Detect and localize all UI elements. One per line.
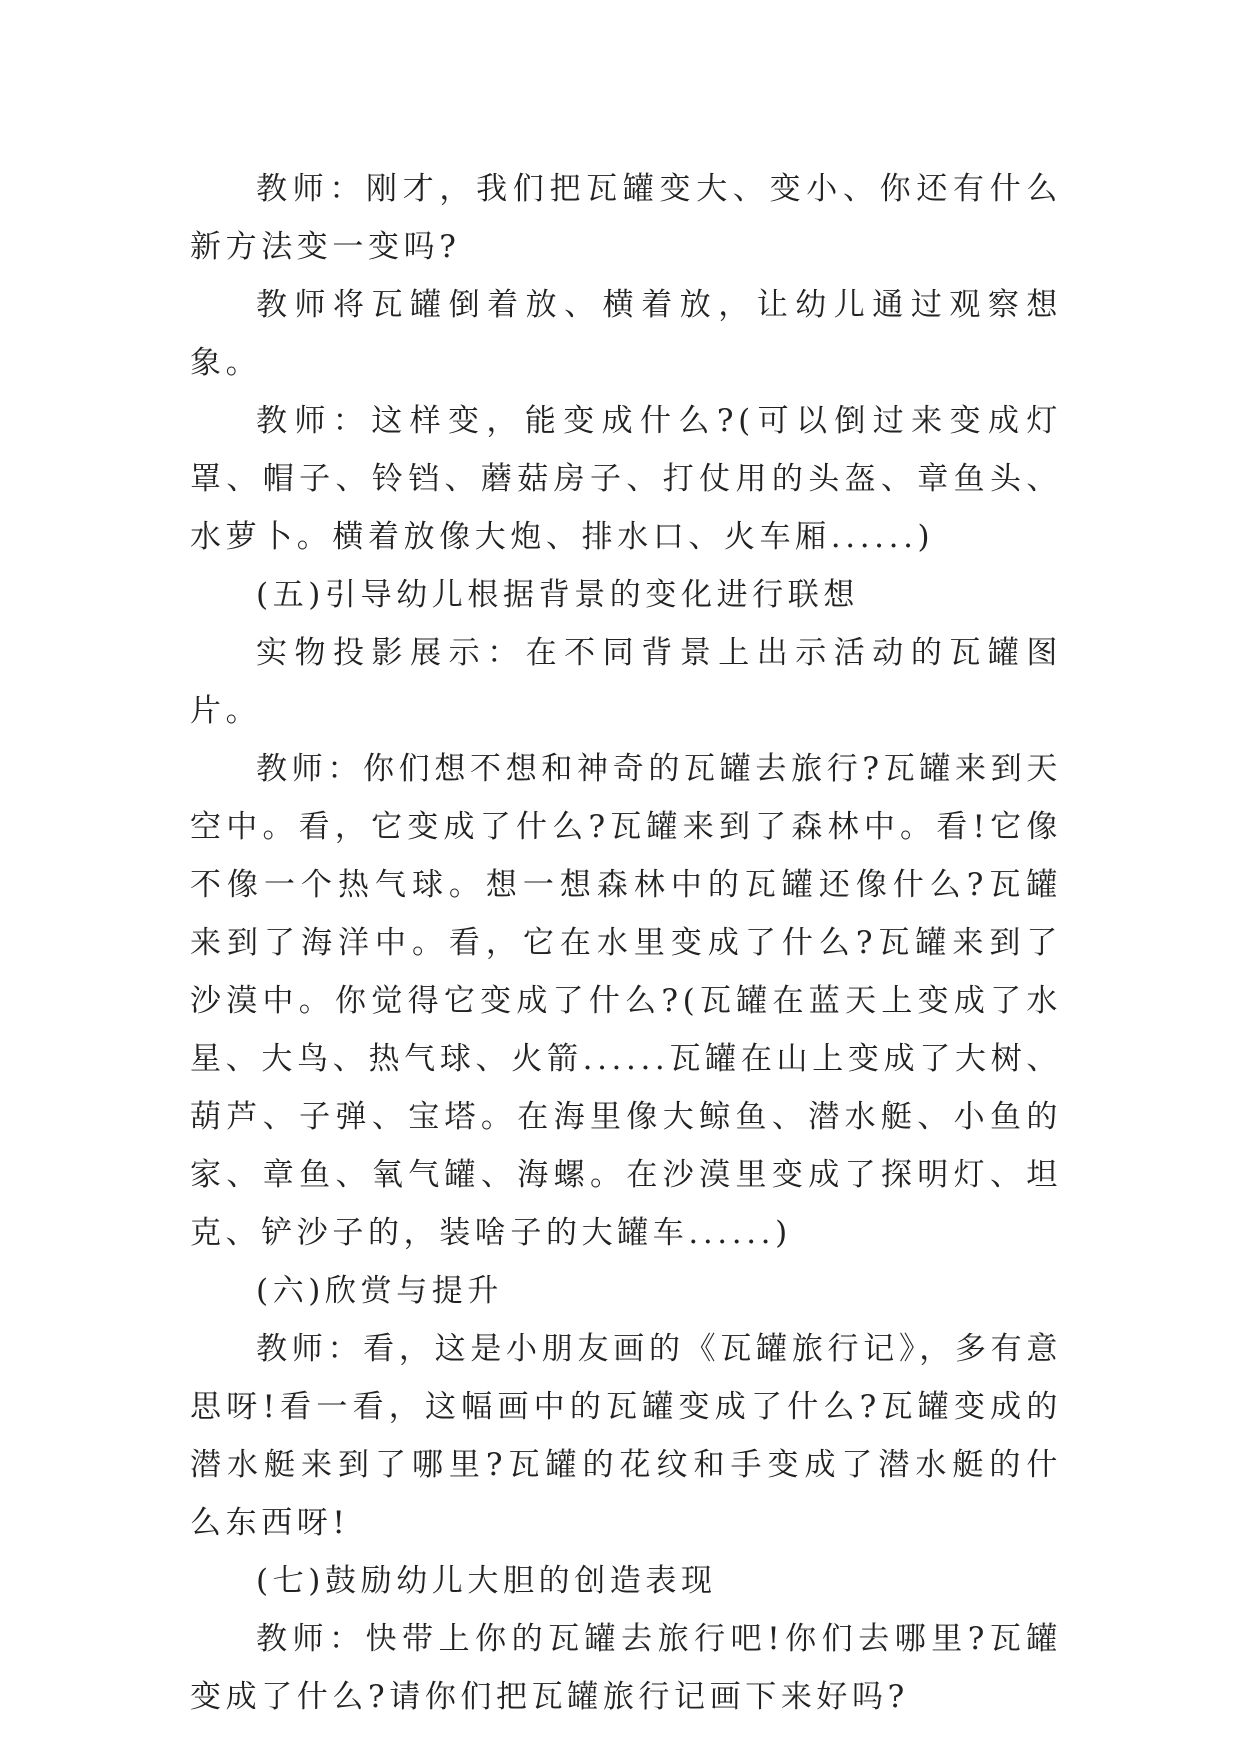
paragraph-draw-travel-record: 教师：快带上你的瓦罐去旅行吧!你们去哪里?瓦罐变成了什么?请你们把瓦罐旅行记画下来好吗? xyxy=(190,1621,1062,1715)
paragraph-jar-travel-story: 教师：你们想不想和神奇的瓦罐去旅行?瓦罐来到天空中。看，它变成了什么?瓦罐来到了森林中。看!它像不像一个热气球。想一想森林中的瓦罐还像什么?瓦罐来到了海洋中。看，它在水里变成了什么?瓦罐来到了沙漠中。你觉得它变成了什么?(瓦罐在蓝天上变成了水星、大鸟、热气球、火箭......瓦罐在山上变成了大树、葫芦、子弹、宝塔。在海里像大鲸鱼、潜水艇、小鱼的家、章鱼、氧气罐、海螺。在沙漠里变成了探明灯、坦克、铲沙子的，装啥子的大罐车......) xyxy=(190,751,1062,1251)
section-heading-seven: (七)鼓励幼儿大胆的创造表现 xyxy=(256,1563,717,1599)
paragraph-teacher-rotates-jar: 教师将瓦罐倒着放、横着放，让幼儿通过观察想象。 xyxy=(190,287,1062,381)
section-heading-five: (五)引导幼儿根据背景的变化进行联想 xyxy=(256,577,859,613)
paragraph-appreciate-drawing: 教师：看，这是小朋友画的《瓦罐旅行记》，多有意思呀!看一看，这幅画中的瓦罐变成了什么?瓦罐变成的潜水艇来到了哪里?瓦罐的花纹和手变成了潜水艇的什么东西呀! xyxy=(190,1331,1062,1541)
paragraph-teacher-question-new-method: 教师：刚才，我们把瓦罐变大、变小、你还有什么新方法变一变吗? xyxy=(190,171,1062,265)
paragraph-what-can-it-become: 教师：这样变，能变成什么?(可以倒过来变成灯罩、帽子、铃铛、蘑菇房子、打仗用的头盔、章鱼头、水萝卜。横着放像大炮、排水口、火车厢......) xyxy=(190,403,1062,555)
section-heading-six: (六)欣赏与提升 xyxy=(256,1273,503,1309)
document-body xyxy=(190,160,1062,1726)
paragraph-projection-display: 实物投影展示：在不同背景上出示活动的瓦罐图片。 xyxy=(190,635,1062,729)
